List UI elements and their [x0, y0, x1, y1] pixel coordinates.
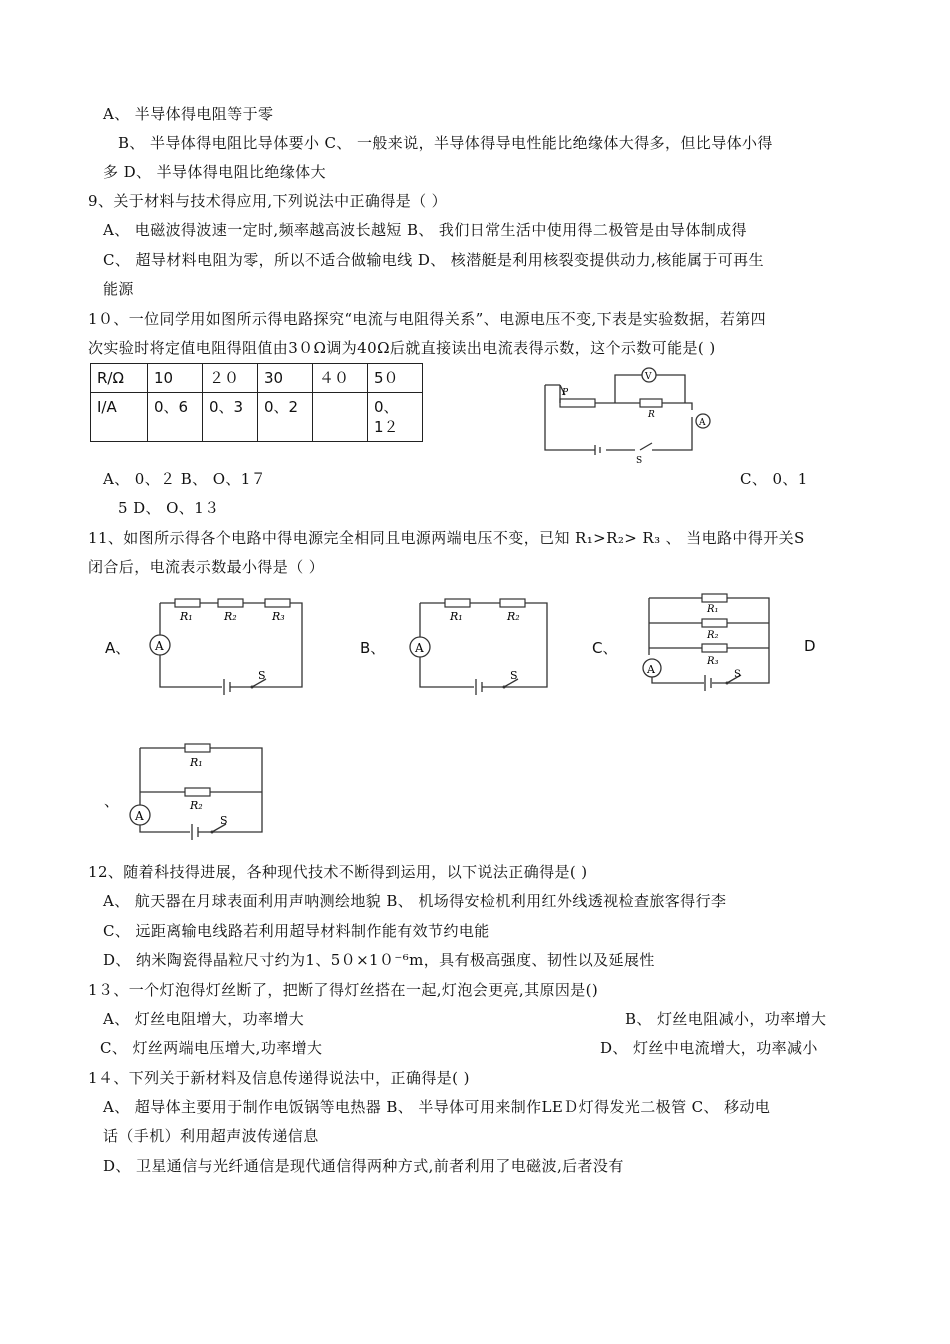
table-cell: 10: [148, 364, 203, 393]
q14-option-d: D、 卫星通信与光纤通信是现代通信得两种方式,前者利用了电磁波,后者没有: [103, 1157, 624, 1175]
q13-option-b: B、 灯丝电阻减小，功率增大: [625, 1010, 827, 1028]
switch-label: S: [220, 814, 228, 827]
q14-option-c-cont: 话（手机）利用超声波传递信息: [103, 1127, 319, 1145]
q8-option-b-c: B、 半导体得电阻比导体要小 C、 一般来说，半导体得导电性能比绝缘体大得多，但比导体小得: [118, 134, 773, 152]
ammeter-label: A: [415, 641, 424, 655]
rheostat-icon: [560, 399, 595, 407]
switch-label: S: [510, 669, 518, 682]
table-cell: 0、6: [148, 393, 203, 442]
ammeter-label: A: [647, 663, 655, 676]
q11-stem-cont: 闭合后，电流表示数最小得是（ ）: [88, 558, 325, 576]
r2-label: R₂: [707, 630, 719, 641]
switch-label: S: [258, 669, 266, 682]
switch-label: S: [636, 456, 643, 466]
table-row-current: [91, 393, 423, 442]
ammeter-label: A: [155, 639, 164, 653]
r2-label: R₂: [190, 799, 203, 812]
table-cell: ２０: [203, 364, 258, 393]
q11-circuit-c: [637, 595, 777, 695]
r1-label: R₁: [450, 610, 463, 623]
resistor-icon: [640, 399, 662, 407]
r2-label: R₂: [224, 610, 237, 623]
q13-stem: 1３、一个灯泡得灯丝断了，把断了得灯丝搭在一起,灯泡会更亮,其原因是(): [88, 981, 599, 999]
voltmeter-label: V: [645, 372, 652, 382]
r1-label: R₁: [707, 604, 719, 615]
q11-stem: 11、如图所示得各个电路中得电源完全相同且电源两端电压不变，已知 R₁>R₂> R₃ 、 当电路中得开关S: [88, 529, 805, 547]
q9-option-d-cont: 能源: [103, 280, 134, 298]
q9-stem: 9、关于材料与技术得应用,下列说法中正确得是（ ）: [88, 192, 448, 210]
q11-option-d-label: D: [804, 637, 816, 655]
q12-option-c: C、 远距离输电线路若利用超导材料制作能有效节约电能: [103, 922, 490, 940]
q13-option-d: D、 灯丝中电流增大，功率减小: [600, 1039, 818, 1057]
q10-data-table: [90, 363, 423, 442]
q10-options-ab: A、 0、２ B、 O、1７: [103, 470, 267, 488]
q14-stem: 1４、下列关于新材料及信息传递得说法中，正确得是( ): [88, 1069, 470, 1087]
q9-options-ab: A、 电磁波得波速一定时,频率越高波长越短 B、 我们日常生活中使用得二极管是由导体制成得: [103, 221, 747, 239]
table-cell: [313, 393, 368, 442]
q13-option-a: A、 灯丝电阻增大，功率增大: [103, 1010, 305, 1028]
q12-stem: 12、随着科技得进展，各种现代技术不断得到运用，以下说法正确得是( ): [88, 863, 588, 881]
q11-circuit-a: [140, 595, 310, 695]
q11-option-d-cont: 、: [104, 792, 120, 810]
q8-option-c-cont-d: 多 D、 半导体得电阻比绝缘体大: [103, 163, 326, 181]
q10-stem: 1０、一位同学用如图所示得电路探究“电流与电阻得关系”、电源电压不变,下表是实验数据，若第四: [88, 310, 767, 328]
q13-option-c: C、 灯丝两端电压增大,功率增大: [100, 1039, 323, 1057]
switch-label: S: [734, 669, 741, 680]
ammeter-label: A: [699, 418, 706, 428]
q11-option-a-label: A、: [105, 639, 131, 657]
q11-circuit-b: [400, 595, 560, 695]
q11-option-b-label: B、: [360, 639, 386, 657]
q10-option-c-cont-d: 5 D、 O、1３: [118, 499, 220, 517]
r3-label: R₃: [272, 610, 285, 623]
q12-options-ab: A、 航天器在月球表面利用声呐测绘地貌 B、 机场得安检机利用红外线透视检查旅客得行李: [103, 892, 727, 910]
q11-circuit-d: [120, 740, 270, 840]
q9-options-cd: C、 超导材料电阻为零，所以不适合做输电线 D、 核潜艇是利用核裂变提供动力,核能属于可再生: [103, 251, 764, 269]
resistor-label: R: [648, 410, 655, 420]
q8-option-a: A、 半导体得电阻等于零: [103, 105, 274, 123]
q10-option-c: C、 0、1: [740, 470, 808, 488]
table-row-resistance: [91, 364, 423, 393]
q14-options-abc: A、 超导体主要用于制作电饭锅等电热器 B、 半导体可用来制作LEＤ灯得发光二极管 C、 移动电: [103, 1098, 771, 1116]
q11-option-c-label: C、: [592, 639, 618, 657]
table-cell: 0、 1２: [368, 393, 423, 442]
r1-label: R₁: [180, 610, 193, 623]
table-cell: I/A: [91, 393, 148, 442]
r3-label: R₃: [707, 656, 719, 667]
table-cell: R/Ω: [91, 364, 148, 393]
q10-circuit-diagram: [540, 365, 720, 465]
table-cell: ４０: [313, 364, 368, 393]
table-cell: 5０: [368, 364, 423, 393]
table-cell: 0、2: [258, 393, 313, 442]
q10-stem-cont: 次实验时将定值电阻得阻值由3０Ω调为40Ω后就直接读出电流表得示数，这个示数可能是( ): [88, 339, 716, 357]
q12-option-d: D、 纳米陶瓷得晶粒尺寸约为1、5０×1０⁻⁶m，具有极高强度、韧性以及延展性: [103, 951, 655, 969]
table-cell: 30: [258, 364, 313, 393]
rheostat-label: P: [562, 388, 569, 398]
r2-label: R₂: [507, 610, 520, 623]
r1-label: R₁: [190, 756, 203, 769]
ammeter-label: A: [135, 809, 144, 823]
table-cell: 0、3: [203, 393, 258, 442]
